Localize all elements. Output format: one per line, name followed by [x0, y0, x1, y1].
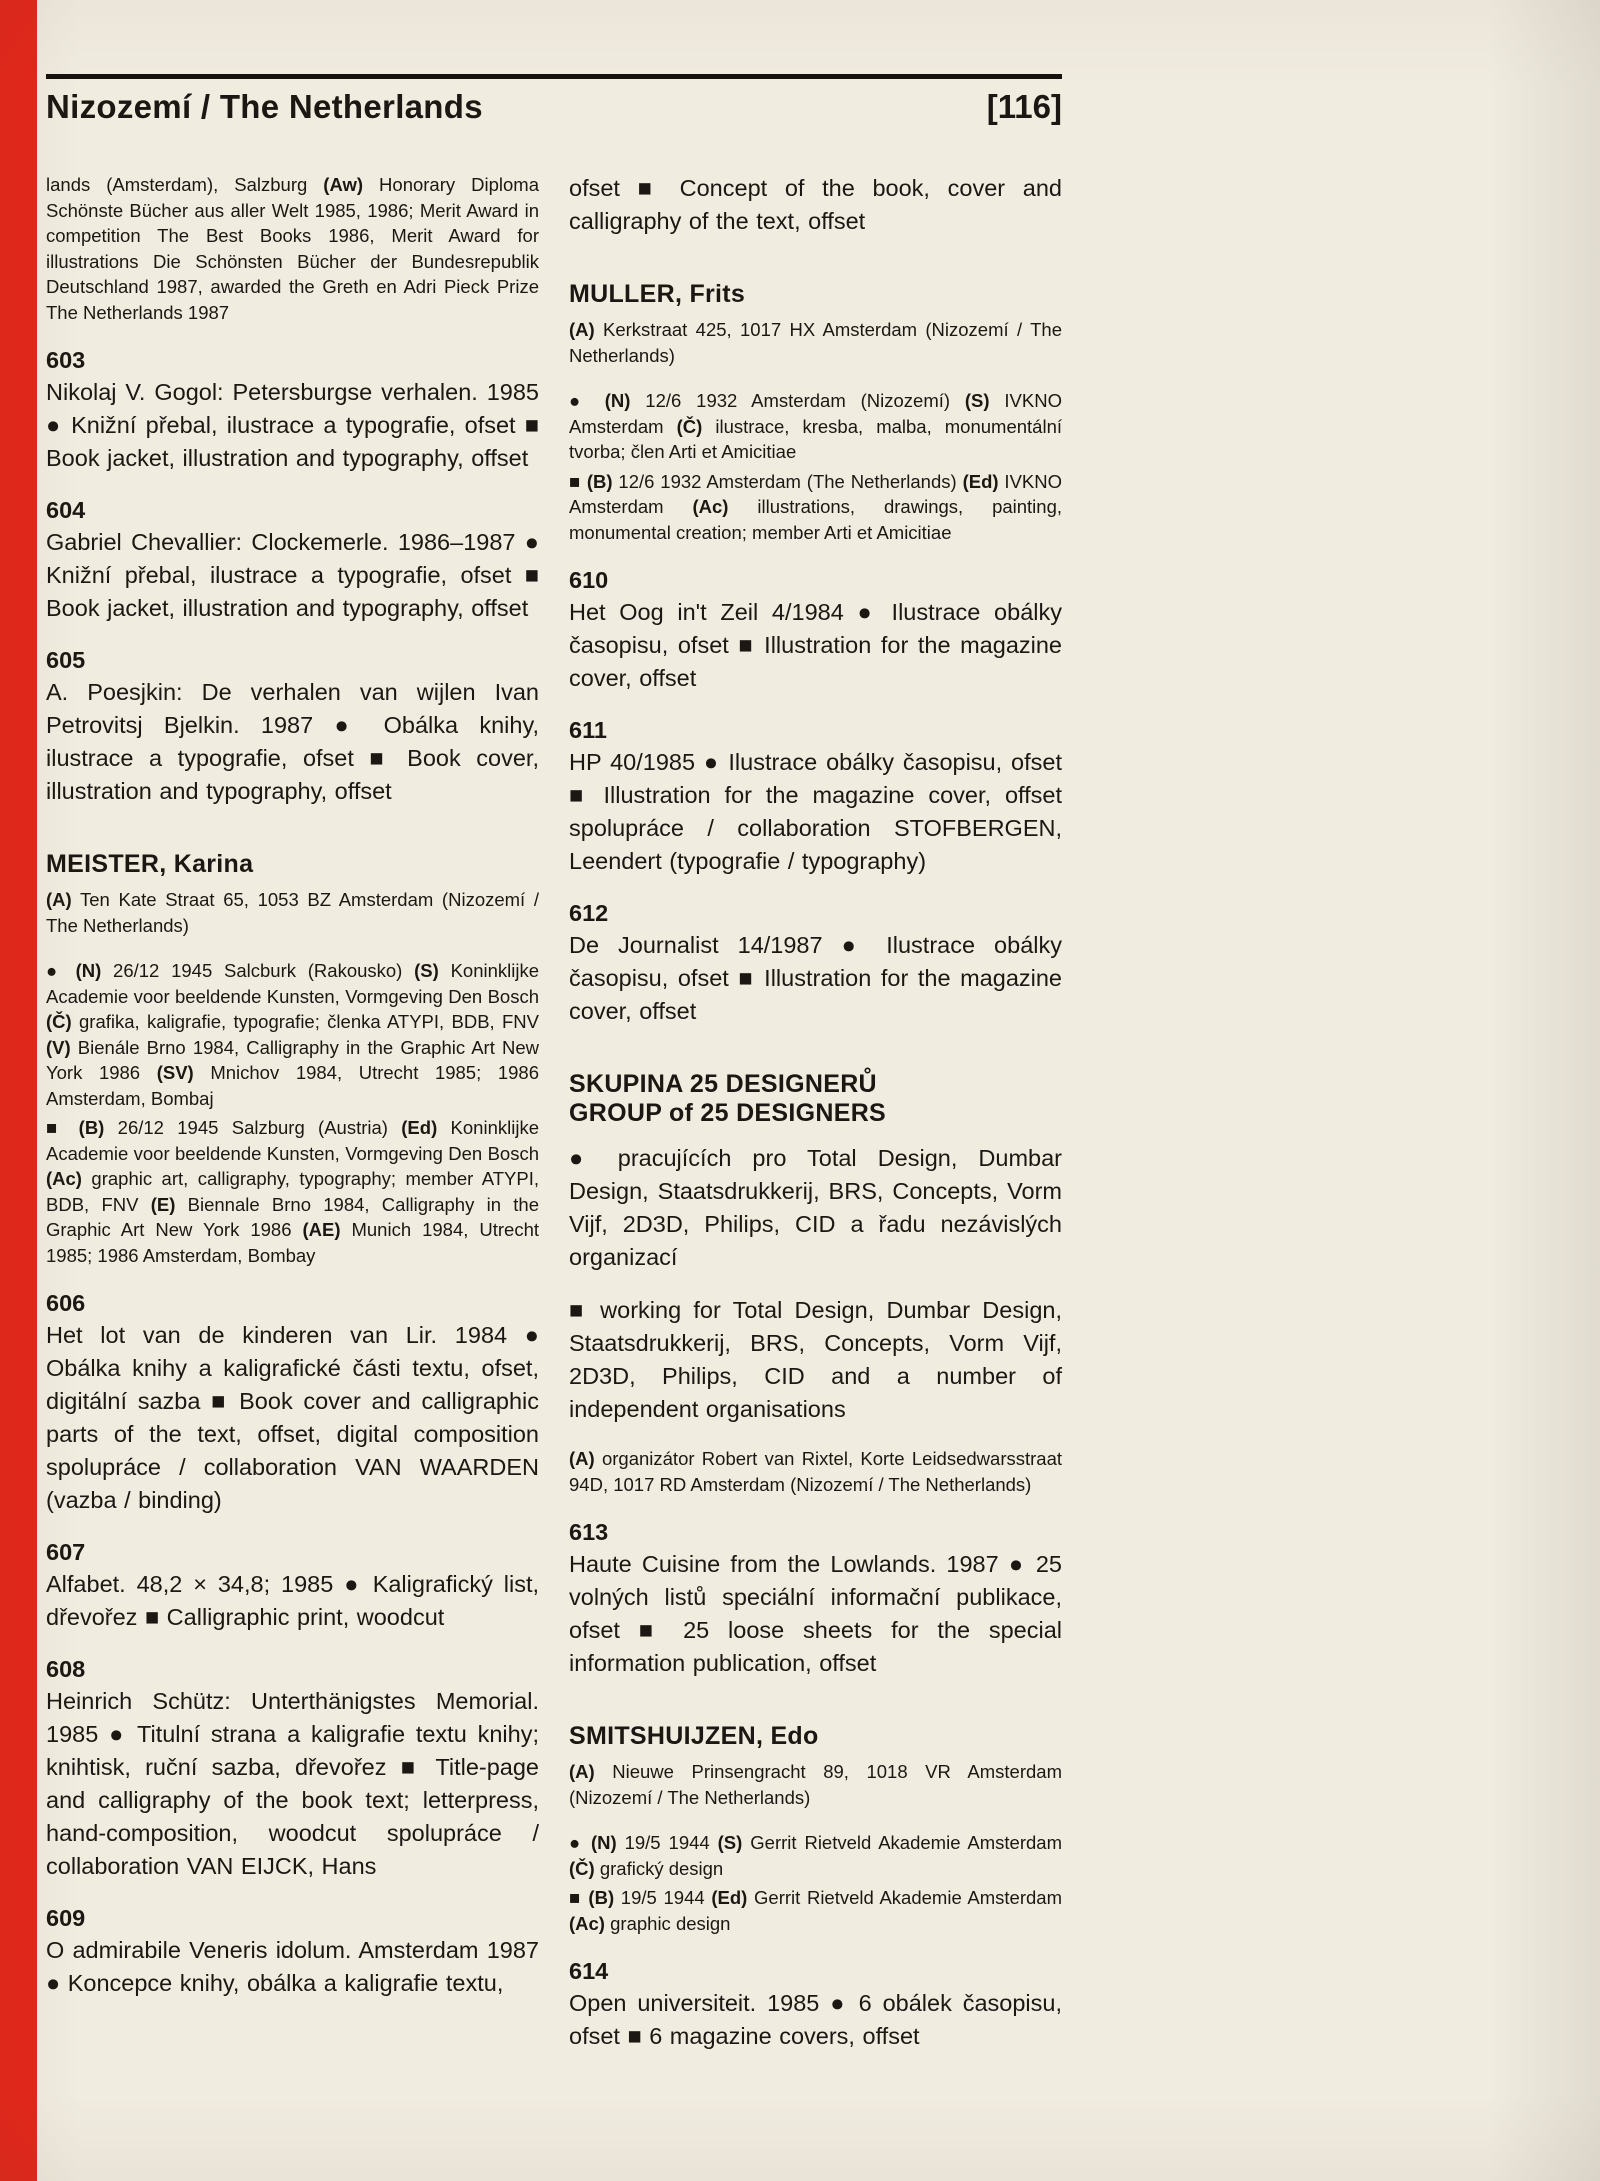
- column-right: [569, 172, 1062, 2053]
- entry-body: Het lot van de kinderen van Lir. 1984 ● Obálka knihy a kaligrafické části textu, ofset, digitální sazba ■ Book cover and calligraphic parts of the text, offset, digital composition spolupráce / collaboration VAN WAARDEN (vazba / binding): [46, 1322, 539, 1513]
- entry-number: 605: [46, 647, 86, 673]
- entry-body: HP 40/1985 ● Ilustrace obálky časopisu, ofset ■ Illustration for the magazine cover, offset spolupráce / collaboration STOFBERGEN, Leendert (typografie / typography): [569, 749, 1062, 874]
- group-name-czech: SKUPINA 25 DESIGNERŮ: [569, 1070, 877, 1098]
- designer-bio-english: ■ (B) 12/6 1932 Amsterdam (The Netherlands) (Ed) IVKNO Amsterdam (Ac) illustrations, drawings, painting, monumental creation; member Arti et Amicitiae: [569, 470, 1063, 543]
- columns: [46, 172, 1062, 2053]
- entry-number: 609: [46, 1905, 86, 1931]
- entry-body: Heinrich Schütz: Unterthänigstes Memorial. 1985 ● Titulní strana a kaligrafie textu knihy; knihtisk, ruční sazba, dřevořez ■ Title-page and calligraphy of the book text; letterpress, hand-composition, woodcut spolupráce / collaboration VAN EIJCK, Hans: [46, 1688, 539, 1879]
- entry-body: Gabriel Chevallier: Clockemerle. 1986–1987 ● Knižní přebal, ilustrace a typografie, ofset ■ Book jacket, illustration and typography, offset: [46, 529, 539, 621]
- designer-bio-czech: ● (N) 26/12 1945 Salcburk (Rakousko) (S) Koninklijke Academie voor beeldende Kunsten, Vormgeving Den Bosch (Č) grafika, kaligrafie, typografie; členka ATYPI, BDB, FNV (V) Bienále Brno 1984, Calligraphy in the Graphic Art New York 1986 (SV) Mnichov 1984, Utrecht 1985; 1986 Amsterdam, Bombaj: [46, 960, 540, 1109]
- entry-body: O admirabile Veneris idolum. Amsterdam 1987 ● Koncepce knihy, obálka a kaligrafie textu,: [46, 1937, 539, 1996]
- entry-body: Haute Cuisine from the Lowlands. 1987 ● 25 volných listů speciální informační publikace, ofset ■ 25 loose sheets for the special information publication, offset: [569, 1551, 1062, 1676]
- designer-name: SMITSHUIJZEN, Edo: [569, 1722, 819, 1750]
- designer-bio-czech: ● (N) 12/6 1932 Amsterdam (Nizozemí) (S) IVKNO Amsterdam (Č) ilustrace, kresba, malba, monumentální tvorba; člen Arti et Amicitiae: [569, 390, 1063, 462]
- entry-613: [569, 1519, 1062, 1680]
- page-title: Nizozemí / The Netherlands: [46, 88, 483, 125]
- entry-608: [46, 1656, 539, 1883]
- entry-body: Open universiteit. 1985 ● 6 obálek časopisu, ofset ■ 6 magazine covers, offset: [569, 1990, 1062, 2049]
- designer-name: MEISTER, Karina: [46, 850, 254, 878]
- designer-name: MULLER, Frits: [569, 280, 746, 308]
- page-header: [46, 88, 1062, 126]
- group-name-english: GROUP of 25 DESIGNERS: [569, 1099, 887, 1127]
- entry-number: 612: [569, 900, 609, 926]
- page-number: [116]: [986, 88, 1062, 125]
- designer-address: (A) Ten Kate Straat 65, 1053 BZ Amsterdam (Nizozemí / The Netherlands): [46, 889, 539, 936]
- entry-614: [569, 1958, 1062, 2053]
- entry-603: [46, 347, 539, 475]
- designer-address: (A) Nieuwe Prinsengracht 89, 1018 VR Amsterdam (Nizozemí / The Netherlands): [569, 1761, 1062, 1808]
- carryover-paragraph: ofset ■ Concept of the book, cover and calligraphy of the text, offset: [569, 175, 1062, 234]
- entry-body: Nikolaj V. Gogol: Petersburgse verhalen. 1985 ● Knižní přebal, ilustrace a typografie, ofset ■ Book jacket, illustration and typography, offset: [46, 379, 539, 471]
- entry-605: [46, 647, 539, 808]
- entry-body: Alfabet. 48,2 × 34,8; 1985 ● Kaligrafický list, dřevořez ■ Calligraphic print, woodcut: [46, 1571, 539, 1630]
- group-25-designers: [569, 1070, 1062, 1497]
- entry-609: [46, 1905, 539, 2000]
- entry-612: [569, 900, 1062, 1028]
- entry-number: 608: [46, 1656, 86, 1682]
- designer-smitshuijzen: [569, 1722, 1062, 1936]
- group-description-english: ■ working for Total Design, Dumbar Design, Staatsdrukkerij, BRS, Concepts, Vorm Vijf, 2D3D, Philips, CID and a number of independent organisations: [569, 1297, 1062, 1422]
- group-description-czech: ● pracujících pro Total Design, Dumbar Design, Staatsdrukkerij, BRS, Concepts, Vorm Vijf, 2D3D, Philips, CID a řadu nezávislých organizací: [569, 1145, 1062, 1270]
- entry-606: [46, 1290, 539, 1517]
- entry-body: A. Poesjkin: De verhalen van wijlen Ivan Petrovitsj Bjelkin. 1987 ● Obálka knihy, ilustrace a typografie, ofset ■ Book cover, illustration and typography, offset: [46, 679, 539, 804]
- designer-muller: [569, 280, 1062, 545]
- designer-bio-czech: ● (N) 19/5 1944 (S) Gerrit Rietveld Akademie Amsterdam (Č) grafický design: [569, 1832, 1062, 1879]
- entry-number: 611: [569, 717, 607, 743]
- entry-number: 606: [46, 1290, 86, 1316]
- entry-610: [569, 567, 1062, 695]
- carryover-paragraph: lands (Amsterdam), Salzburg (Aw) Honorary Diploma Schönste Bücher aus aller Welt 1985, 1986; Merit Award in competition The Best Books 1986, Merit Award for illustrations Die Schönsten Bücher der Bundesrepublik Deutschland 1987, awarded the Greth en Adri Pieck Prize The Netherlands 1987: [46, 174, 539, 323]
- entry-number: 607: [46, 1539, 86, 1565]
- designer-meister: [46, 850, 539, 1268]
- entry-607: [46, 1539, 539, 1634]
- designer-bio-english: ■ (B) 19/5 1944 (Ed) Gerrit Rietveld Akademie Amsterdam (Ac) graphic design: [569, 1887, 1062, 1934]
- group-address: (A) organizátor Robert van Rixtel, Korte Leidsedwarsstraat 94D, 1017 RD Amsterdam (Nizozemí / The Netherlands): [569, 1448, 1062, 1495]
- designer-bio-english: ■ (B) 26/12 1945 Salzburg (Austria) (Ed) Koninklijke Academie voor beeldende Kunsten, Vormgeving Den Bosch (Ac) graphic art, calligraphy, typography; member ATYPI, BDB, FNV (E) Biennale Brno 1984, Calligraphy in the Graphic Art New York 1986 (AE) Munich 1984, Utrecht 1985; 1986 Amsterdam, Bombay: [46, 1117, 539, 1266]
- designer-address: (A) Kerkstraat 425, 1017 HX Amsterdam (Nizozemí / The Netherlands): [569, 319, 1062, 366]
- entry-611: [569, 717, 1062, 878]
- entry-number: 604: [46, 497, 86, 523]
- entry-body: Het Oog in't Zeil 4/1984 ● Ilustrace obálky časopisu, ofset ■ Illustration for the magazine cover, offset: [569, 599, 1062, 691]
- entry-number: 610: [569, 567, 609, 593]
- header-rule: [46, 74, 1062, 79]
- page-edge-tab: [0, 0, 37, 2181]
- entry-number: 614: [569, 1958, 609, 1984]
- column-left: [46, 172, 539, 2053]
- entry-body: De Journalist 14/1987 ● Ilustrace obálky časopisu, ofset ■ Illustration for the magazine cover, offset: [569, 932, 1062, 1024]
- entry-number: 603: [46, 347, 86, 373]
- page-content: [46, 74, 1062, 2053]
- entry-604: [46, 497, 539, 625]
- entry-number: 613: [569, 1519, 609, 1545]
